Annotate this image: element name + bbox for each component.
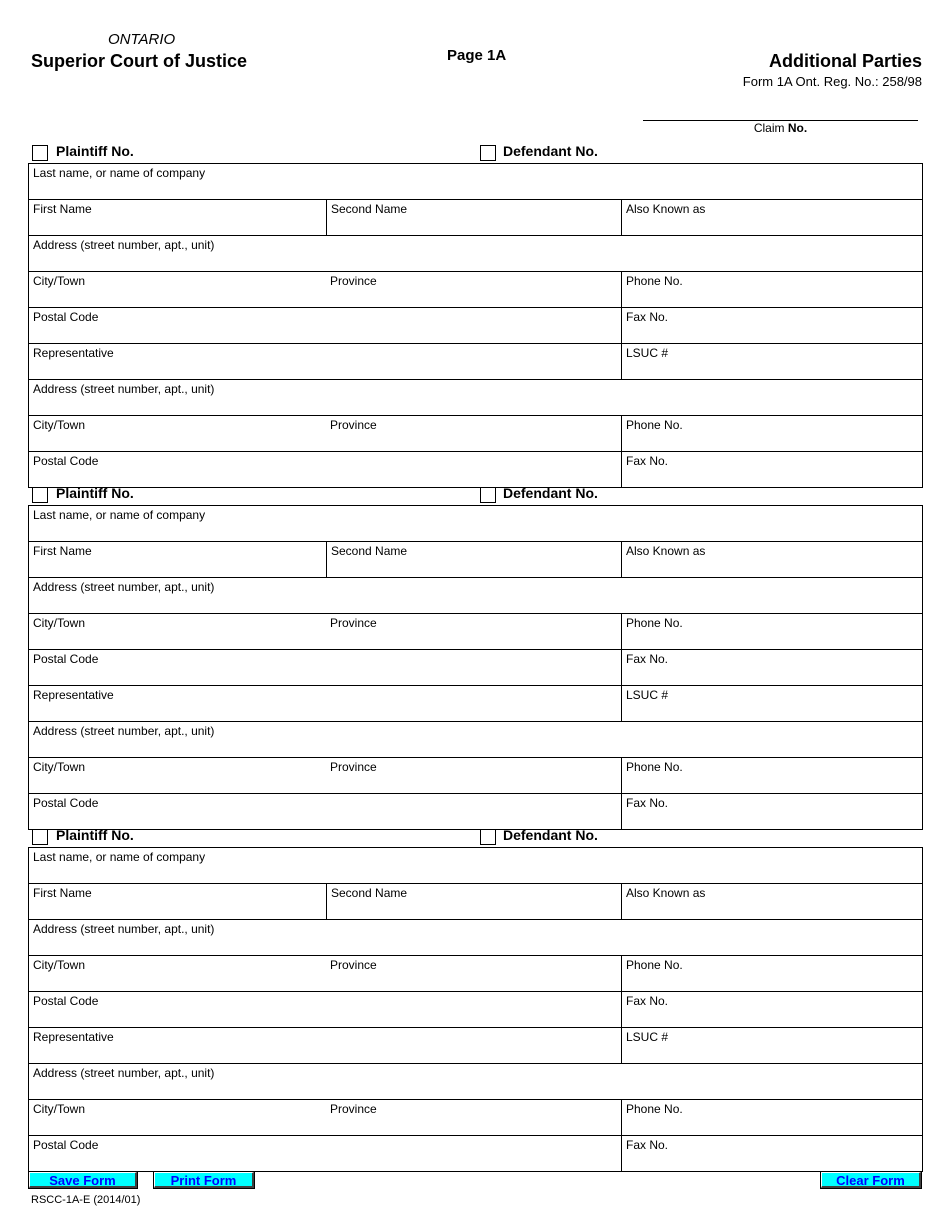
province-field[interactable] (326, 956, 621, 991)
address-field[interactable] (29, 578, 922, 613)
province-label: Province (330, 958, 377, 972)
row-rep-postal (29, 1136, 922, 1171)
rep-address-label: Address (street number, apt., unit) (33, 382, 215, 396)
defendant-label: Defendant No. (503, 827, 598, 843)
rep-city-field[interactable] (29, 416, 326, 451)
rep-fax-label: Fax No. (626, 454, 669, 468)
first-name-field[interactable] (29, 542, 326, 577)
aka-label: Also Known as (626, 544, 706, 558)
rep-phone-label: Phone No. (626, 1102, 683, 1116)
party-header-2 (28, 485, 922, 505)
rep-province-label: Province (330, 1102, 377, 1116)
postal-label: Postal Code (33, 652, 99, 666)
save-form-button[interactable]: Save Form (29, 1172, 137, 1188)
representative-label: Representative (33, 346, 114, 360)
city-label: City/Town (33, 958, 86, 972)
second-name-field[interactable] (326, 200, 621, 235)
second-name-label: Second Name (331, 544, 408, 558)
second-name-label: Second Name (331, 202, 408, 216)
rep-phone-label: Phone No. (626, 418, 683, 432)
row-last-name (29, 506, 922, 542)
rep-address-field[interactable] (29, 1064, 922, 1099)
row-rep-city (29, 416, 922, 452)
phone-label: Phone No. (626, 616, 683, 630)
rep-address-field[interactable] (29, 722, 922, 757)
rep-city-label: City/Town (33, 760, 86, 774)
lsuc-field[interactable] (621, 344, 922, 379)
rep-postal-field[interactable] (29, 794, 621, 829)
representative-field[interactable] (29, 344, 621, 379)
row-rep-postal (29, 794, 922, 829)
last-name-label: Last name, or name of company (33, 850, 206, 864)
plaintiff-label: Plaintiff No. (56, 485, 134, 501)
rep-province-field[interactable] (326, 1100, 621, 1135)
rep-phone-label: Phone No. (626, 760, 683, 774)
row-postal (29, 992, 922, 1028)
rep-postal-field[interactable] (29, 452, 621, 487)
fax-field[interactable] (621, 308, 922, 343)
row-city (29, 956, 922, 992)
address-label: Address (street number, apt., unit) (33, 922, 215, 936)
rep-phone-field[interactable] (621, 758, 922, 793)
row-rep-city (29, 1100, 922, 1136)
claim-no-text: No. (787, 121, 808, 135)
rep-fax-field[interactable] (621, 452, 922, 487)
rep-address-label: Address (street number, apt., unit) (33, 1066, 215, 1080)
defendant-checkbox[interactable] (480, 145, 496, 161)
last-name-label: Last name, or name of company (33, 166, 206, 180)
row-city (29, 272, 922, 308)
defendant-label: Defendant No. (503, 143, 598, 159)
address-label: Address (street number, apt., unit) (33, 238, 215, 252)
rep-postal-label: Postal Code (33, 796, 99, 810)
party-grid-3 (28, 847, 923, 1172)
first-name-label: First Name (33, 202, 92, 216)
aka-field[interactable] (621, 884, 922, 919)
fax-label: Fax No. (626, 994, 669, 1008)
postal-label: Postal Code (33, 994, 99, 1008)
aka-field[interactable] (621, 542, 922, 577)
lsuc-label: LSUC # (626, 1030, 669, 1044)
postal-field[interactable] (29, 308, 621, 343)
lsuc-label: LSUC # (626, 346, 669, 360)
aka-label: Also Known as (626, 202, 706, 216)
row-representative (29, 344, 922, 380)
rep-fax-field[interactable] (621, 1136, 922, 1171)
first-name-field[interactable] (29, 200, 326, 235)
phone-field[interactable] (621, 272, 922, 307)
second-name-field[interactable] (326, 542, 621, 577)
rep-postal-label: Postal Code (33, 1138, 99, 1152)
rep-city-label: City/Town (33, 1102, 86, 1116)
lsuc-field[interactable] (621, 1028, 922, 1063)
first-name-field[interactable] (29, 884, 326, 919)
row-representative (29, 686, 922, 722)
representative-label: Representative (33, 688, 114, 702)
rep-postal-label: Postal Code (33, 454, 99, 468)
fax-label: Fax No. (626, 310, 669, 324)
row-postal (29, 308, 922, 344)
address-field[interactable] (29, 920, 922, 955)
plaintiff-checkbox[interactable] (32, 145, 48, 161)
row-city (29, 614, 922, 650)
rep-postal-field[interactable] (29, 1136, 621, 1171)
province-field[interactable] (326, 272, 621, 307)
row-rep-address (29, 380, 922, 416)
rep-fax-label: Fax No. (626, 796, 669, 810)
row-last-name (29, 848, 922, 884)
row-postal (29, 650, 922, 686)
jurisdiction-label: ONTARIO (108, 31, 176, 48)
rep-province-field[interactable] (326, 416, 621, 451)
court-name: Superior Court of Justice (31, 51, 248, 71)
city-field[interactable] (29, 956, 326, 991)
address-field[interactable] (29, 236, 922, 271)
row-rep-address (29, 722, 922, 758)
defendant-label: Defendant No. (503, 485, 598, 501)
rep-province-label: Province (330, 760, 377, 774)
party-header-3 (28, 827, 922, 847)
row-address (29, 578, 922, 614)
row-rep-city (29, 758, 922, 794)
page-number: Page 1A (447, 47, 507, 64)
rep-phone-field[interactable] (621, 1100, 922, 1135)
aka-field[interactable] (621, 200, 922, 235)
province-field[interactable] (326, 614, 621, 649)
aka-label: Also Known as (626, 886, 706, 900)
last-name-field[interactable] (29, 506, 922, 541)
city-label: City/Town (33, 616, 86, 630)
row-last-name (29, 164, 922, 200)
rep-city-field[interactable] (29, 758, 326, 793)
first-name-label: First Name (33, 544, 92, 558)
rep-fax-field[interactable] (621, 794, 922, 829)
phone-field[interactable] (621, 614, 922, 649)
row-names (29, 884, 922, 920)
second-name-label: Second Name (331, 886, 408, 900)
rep-phone-field[interactable] (621, 416, 922, 451)
row-address (29, 236, 922, 272)
fax-field[interactable] (621, 650, 922, 685)
party-grid-2 (28, 505, 923, 830)
address-label: Address (street number, apt., unit) (33, 580, 215, 594)
print-form-button[interactable]: Print Form (154, 1172, 254, 1188)
row-address (29, 920, 922, 956)
lsuc-label: LSUC # (626, 688, 669, 702)
rep-province-field[interactable] (326, 758, 621, 793)
postal-label: Postal Code (33, 310, 99, 324)
rep-fax-label: Fax No. (626, 1138, 669, 1152)
row-rep-address (29, 1064, 922, 1100)
last-name-label: Last name, or name of company (33, 508, 206, 522)
party-grid-1 (28, 163, 923, 488)
plaintiff-label: Plaintiff No. (56, 143, 134, 159)
form-number: Form 1A Ont. Reg. No.: 258/98 (742, 74, 922, 89)
last-name-field[interactable] (29, 164, 922, 199)
first-name-label: First Name (33, 886, 92, 900)
lsuc-field[interactable] (621, 686, 922, 721)
postal-field[interactable] (29, 650, 621, 685)
phone-field[interactable] (621, 956, 922, 991)
defendant-checkbox[interactable] (480, 487, 496, 503)
fax-field[interactable] (621, 992, 922, 1027)
row-names (29, 200, 922, 236)
last-name-field[interactable] (29, 848, 922, 883)
province-label: Province (330, 616, 377, 630)
plaintiff-label: Plaintiff No. (56, 827, 134, 843)
clear-form-button[interactable]: Clear Form (821, 1172, 921, 1188)
row-rep-postal (29, 452, 922, 487)
representative-field[interactable] (29, 686, 621, 721)
row-names (29, 542, 922, 578)
claim-label-text: Claim (753, 121, 785, 135)
rep-address-field[interactable] (29, 380, 922, 415)
representative-field[interactable] (29, 1028, 621, 1063)
form-title: Additional Parties (768, 51, 922, 71)
postal-field[interactable] (29, 992, 621, 1027)
claim-number-label (643, 121, 918, 135)
second-name-field[interactable] (326, 884, 621, 919)
rep-city-label: City/Town (33, 418, 86, 432)
phone-label: Phone No. (626, 274, 683, 288)
form-code: RSCC-1A-E (2014/01) (31, 1194, 141, 1206)
plaintiff-checkbox[interactable] (32, 487, 48, 503)
row-representative (29, 1028, 922, 1064)
fax-label: Fax No. (626, 652, 669, 666)
rep-city-field[interactable] (29, 1100, 326, 1135)
city-field[interactable] (29, 614, 326, 649)
province-label: Province (330, 274, 377, 288)
city-label: City/Town (33, 274, 86, 288)
rep-province-label: Province (330, 418, 377, 432)
city-field[interactable] (29, 272, 326, 307)
plaintiff-checkbox[interactable] (32, 829, 48, 845)
phone-label: Phone No. (626, 958, 683, 972)
party-header-1 (28, 143, 922, 163)
representative-label: Representative (33, 1030, 114, 1044)
defendant-checkbox[interactable] (480, 829, 496, 845)
rep-address-label: Address (street number, apt., unit) (33, 724, 215, 738)
